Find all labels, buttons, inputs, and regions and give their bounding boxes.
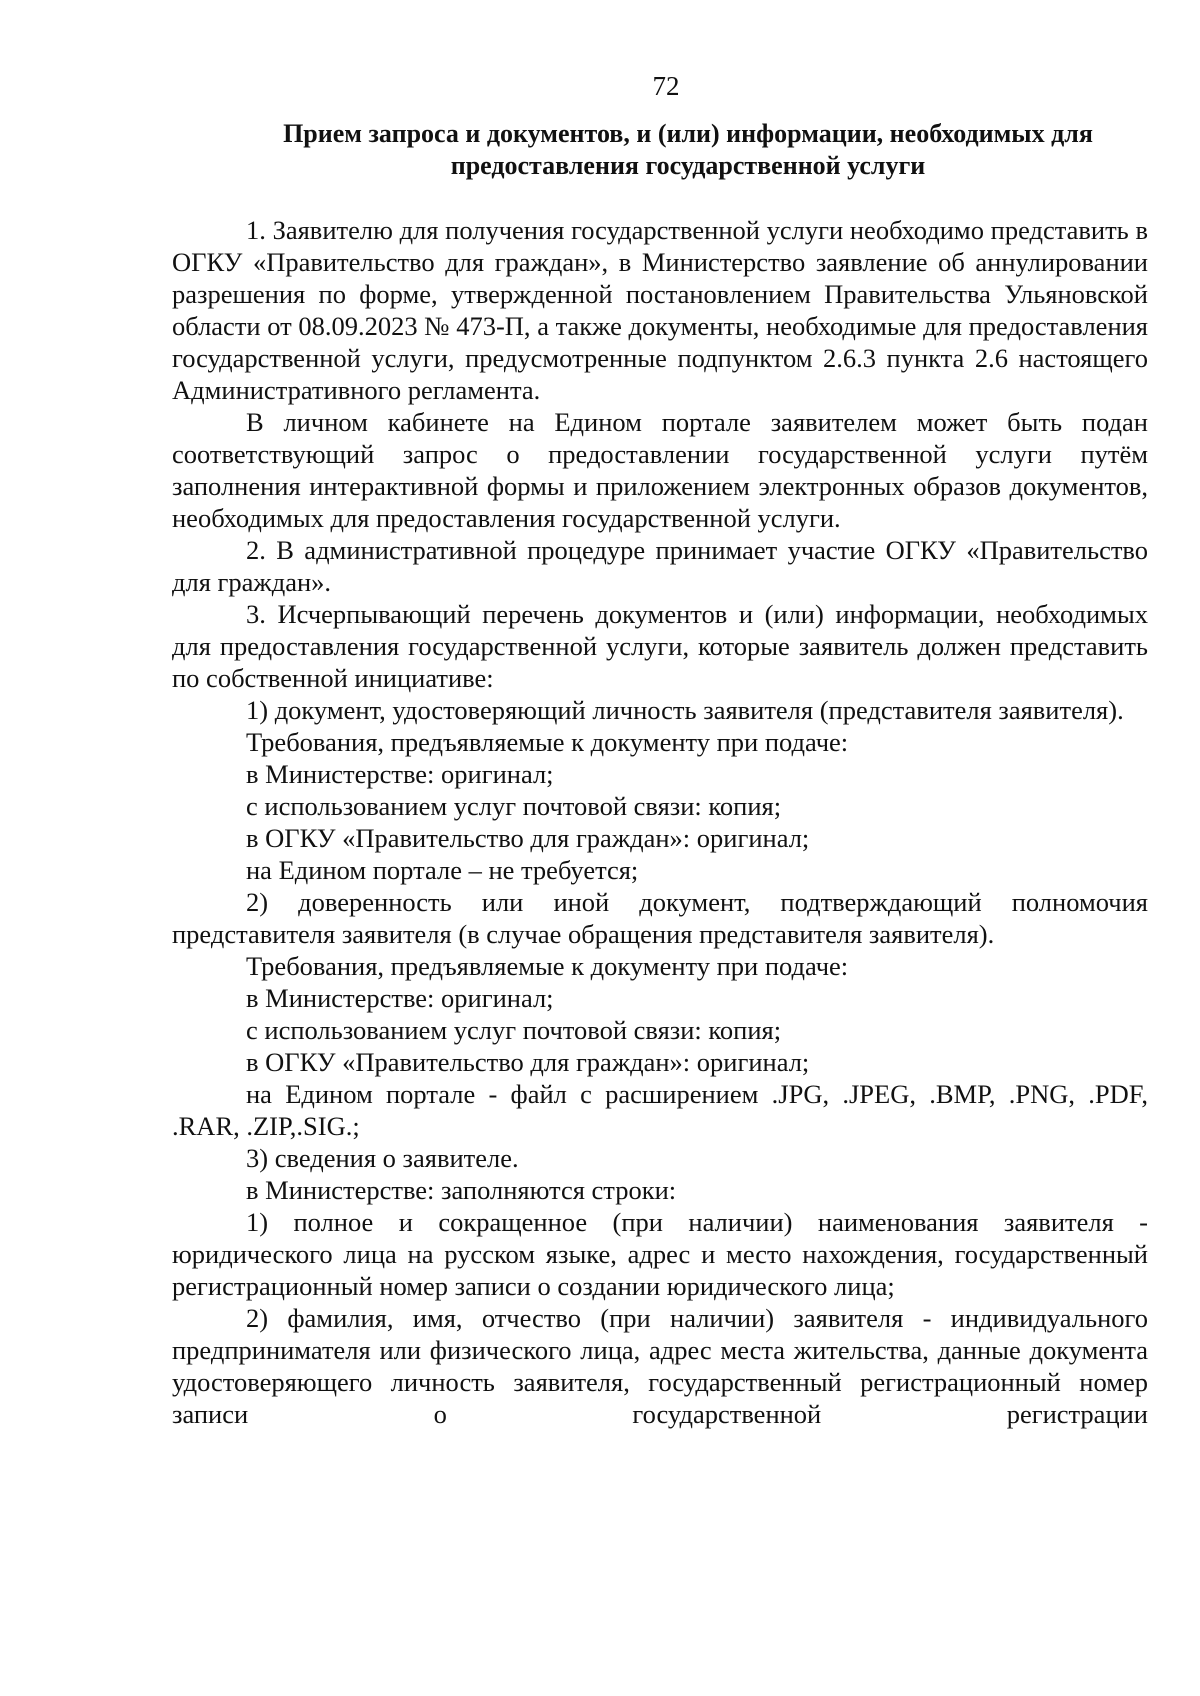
- list-item-identity-document: 1) документ, удостоверяющий личность заявителя (представителя заявителя).: [246, 695, 1124, 725]
- requirement-ministry: в Министерстве: оригинал;: [246, 759, 554, 789]
- requirement-ministry: в Министерстве: оригинал;: [246, 983, 554, 1013]
- requirement-postal: с использованием услуг почтовой связи: копия;: [246, 791, 782, 821]
- requirements-heading: Требования, предъявляемые к документу при подаче:: [246, 951, 849, 981]
- requirement-portal: на Едином портале – не требуется;: [246, 855, 639, 885]
- paragraph-3-document-list: 3. Исчерпывающий перечень документов и (или) информации, необходимых для предоставления государственной услуги, которые заявитель должен представить по собственной инициативе:: [172, 599, 1148, 693]
- requirement-postal: с использованием услуг почтовой связи: копия;: [246, 1015, 782, 1045]
- field-legal-entity: 1) полное и сокращенное (при наличии) наименования заявителя - юридического лица на русском языке, адрес и место нахождения, государственный регистрационный номер записи о создании юридического лица;: [172, 1207, 1148, 1301]
- list-item-applicant-info: 3) сведения о заявителе.: [246, 1143, 519, 1173]
- requirement-ogku: в ОГКУ «Правительство для граждан»: оригинал;: [246, 823, 810, 853]
- paragraph-personal-cabinet: В личном кабинете на Едином портале заявителем может быть подан соответствующий запрос о предоставлении государственной услуги путём заполнения интерактивной формы и приложением электронных образов документов, необходимых для предоставления государственной услуги.: [172, 407, 1148, 533]
- section-heading-line-2: предоставления государственной услуги: [450, 151, 926, 180]
- field-individual: 2) фамилия, имя, отчество (при наличии) заявителя - индивидуального предпринимателя или физического лица, адрес места жительства, данные документа удостоверяющего личность заявителя, государственный регистрационный номер записи о государственной регистрации: [172, 1303, 1148, 1429]
- requirement-ogku: в ОГКУ «Правительство для граждан»: оригинал;: [246, 1047, 810, 1077]
- section-heading-line-1: Прием запроса и документов, и (или) информации, необходимых для: [283, 119, 1093, 148]
- paragraph-2-participant: 2. В административной процедуре принимает участие ОГКУ «Правительство для граждан».: [172, 535, 1148, 597]
- requirements-heading: Требования, предъявляемые к документу при подаче:: [246, 727, 849, 757]
- ministry-fields-heading: в Министерстве: заполняются строки:: [246, 1175, 677, 1205]
- list-item-power-of-attorney: 2) доверенность или иной документ, подтверждающий полномочия представителя заявителя (в случае обращения представителя заявителя).: [172, 887, 1148, 949]
- section-heading: [230, 118, 1146, 182]
- page-number: 72: [652, 71, 680, 101]
- document-body: [172, 214, 1148, 1430]
- paragraph-1-intro: 1. Заявителю для получения государственной услуги необходимо представить в ОГКУ «Правительство для граждан», в Министерство заявление об аннулировании разрешения по форме, утвержденной постановлением Правительства Ульяновской области от 08.09.2023 № 473-П, а также документы, необходимые для предоставления государственной услуги, предусмотренные подпунктом 2.6.3 пункта 2.6 настоящего Административного регламента.: [172, 215, 1148, 405]
- requirement-portal-file-formats: на Едином портале - файл с расширением .JPG, .JPEG, .BMP, .PNG, .PDF, .RAR, .ZIP,.SIG.;: [172, 1079, 1148, 1141]
